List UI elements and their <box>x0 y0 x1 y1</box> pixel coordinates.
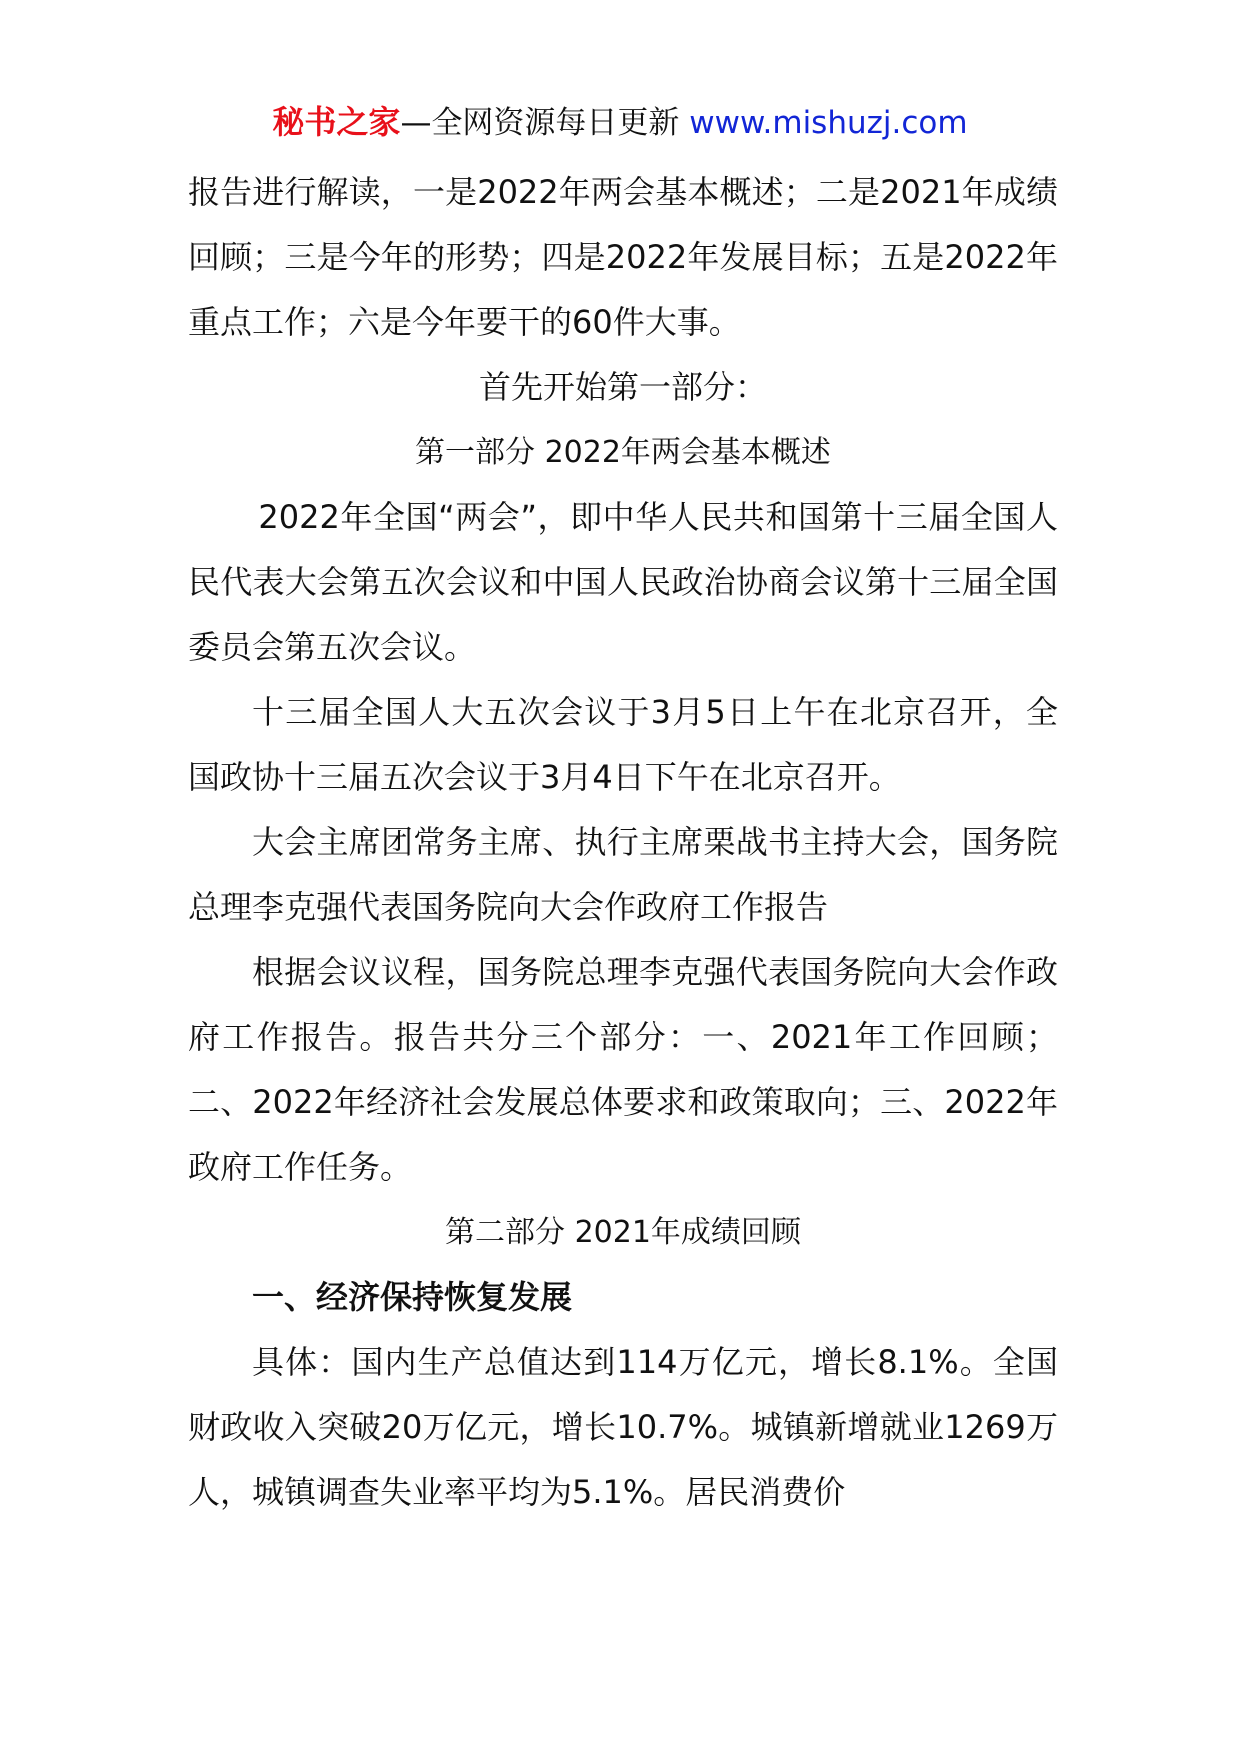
paragraph-economy-details: 具体：国内生产总值达到114万亿元，增长8.1%。全国财政收入突破20万亿元，增长10.7%。城镇新增就业1269万人，城镇调查失业率平均为5.1%。居民消费价 <box>188 1343 1058 1511</box>
site-url-link[interactable]: www.mishuzj.com <box>689 105 968 141</box>
document-body <box>188 160 1058 1525</box>
page-header <box>0 100 1240 145</box>
header-tagline: —全网资源每日更新 <box>400 105 690 141</box>
section-title-part-two: 第二部分 2021年成绩回顾 <box>445 1215 801 1250</box>
section-title-part-one: 第一部分 2022年两会基本概述 <box>415 435 831 470</box>
heading-economy: 一、经济保持恢复发展 <box>252 1278 573 1316</box>
brand-name: 秘书之家 <box>272 103 401 141</box>
paragraph-presidium: 大会主席团常务主席、执行主席栗战书主持大会，国务院总理李克强代表国务院向大会作政府工作报告 <box>188 823 1058 926</box>
paragraph-two-sessions: 2022年全国“两会”，即中华人民共和国第十三届全国人民代表大会第五次会议和中国人民政治协商会议第十三届全国委员会第五次会议。 <box>188 498 1058 666</box>
paragraph-intro: 报告进行解读，一是2022年两会基本概述；二是2021年成绩回顾；三是今年的形势；四是2022年发展目标；五是2022年重点工作；六是今年要干的60件大事。 <box>188 173 1058 341</box>
part-one-lead: 首先开始第一部分： <box>478 368 767 406</box>
paragraph-meeting-dates: 十三届全国人大五次会议于3月5日上午在北京召开，全国政协十三届五次会议于3月4日下午在北京召开。 <box>188 693 1058 796</box>
paragraph-agenda: 根据会议议程，国务院总理李克强代表国务院向大会作政府工作报告。报告共分三个部分：一、2021年工作回顾；二、2022年经济社会发展总体要求和政策取向；三、2022年政府工作任务。 <box>188 953 1058 1186</box>
